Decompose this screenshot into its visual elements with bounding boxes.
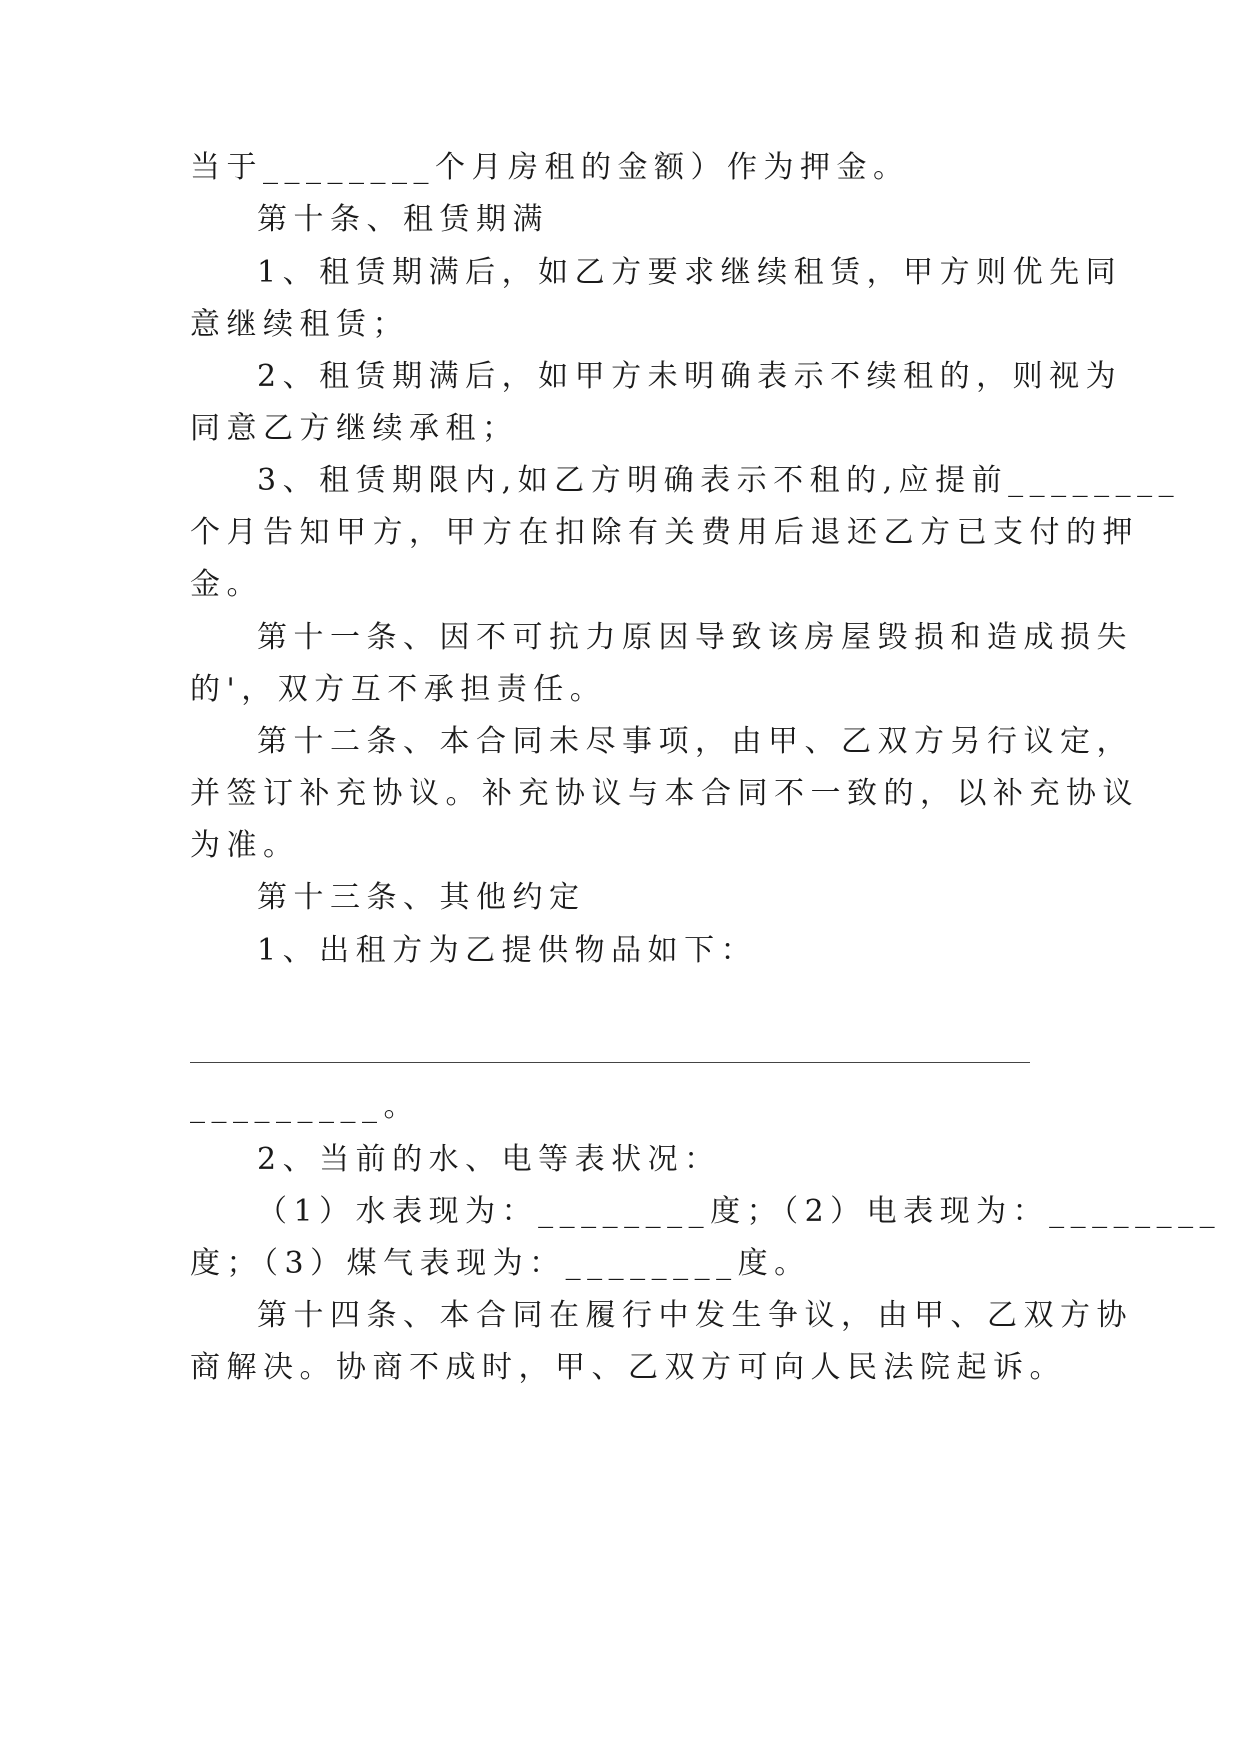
text-line: 并签订补充协议。补充协议与本合同不一致的，以补充协议 xyxy=(190,776,1139,811)
clause-heading: 第十四条、本合同在履行中发生争议，由甲、乙双方协 xyxy=(257,1298,1133,1333)
text-line: 3、租赁期限内,如乙方明确表示不租的,应提前________ xyxy=(257,463,1181,498)
text-line: （1）水表现为：________度；（2）电表现为：________ xyxy=(257,1194,1222,1229)
text-line: 金。 xyxy=(190,567,263,602)
fill-in-blank-line xyxy=(190,1062,1030,1063)
text-line: 的'，双方互不承担责任。 xyxy=(190,672,607,707)
clause-heading: 第十二条、本合同未尽事项，由甲、乙双方另行议定， xyxy=(257,724,1133,759)
text-line: 1、租赁期满后，如乙方要求继续租赁，甲方则优先同 xyxy=(257,255,1123,290)
clause-heading: 第十条、租赁期满 xyxy=(257,202,549,237)
clause-heading: 第十一条、因不可抗力原因导致该房屋毁损和造成损失 xyxy=(257,620,1133,655)
clause-heading: 第十三条、其他约定 xyxy=(257,880,586,915)
text-line: 商解决。协商不成时，甲、乙双方可向人民法院起诉。 xyxy=(190,1350,1066,1385)
text-line: 意继续租赁； xyxy=(190,307,409,342)
text-line: 同意乙方继续承租； xyxy=(190,411,519,446)
text-line: 2、租赁期满后，如甲方未明确表示不续租的，则视为 xyxy=(257,359,1123,394)
text-line: 度；（3）煤气表现为：________度。 xyxy=(190,1246,811,1281)
text-line: 个月告知甲方，甲方在扣除有关费用后退还乙方已支付的押 xyxy=(190,515,1139,550)
text-line: 1、出租方为乙提供物品如下： xyxy=(257,933,758,968)
text-line: _________。 xyxy=(190,1089,420,1124)
text-line: 当于________个月房租的金额）作为押金。 xyxy=(190,150,910,185)
text-line: 为准。 xyxy=(190,828,300,863)
text-line: 2、当前的水、电等表状况： xyxy=(257,1142,721,1177)
